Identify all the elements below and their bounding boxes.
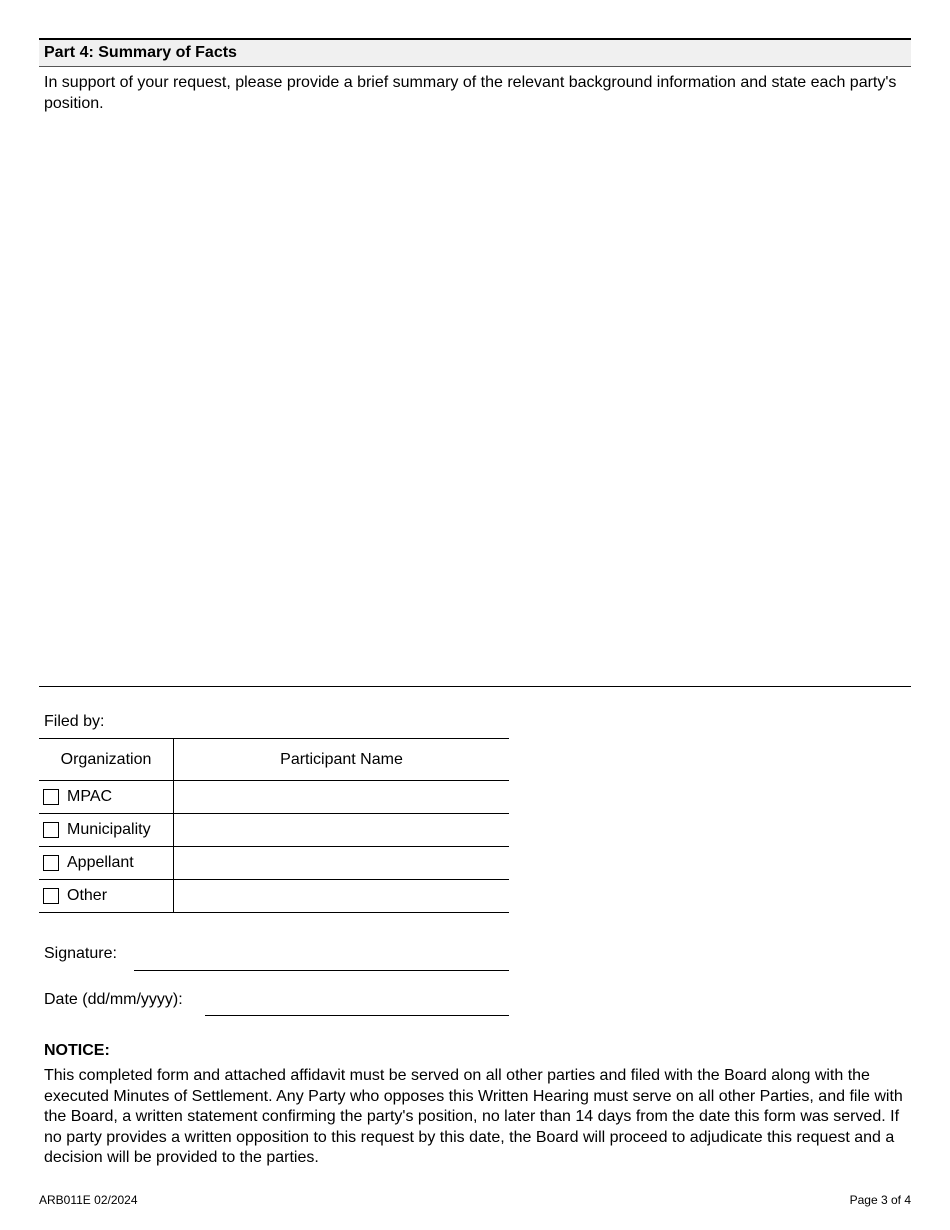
table-row — [39, 847, 509, 880]
other-checkbox[interactable] — [43, 888, 59, 904]
table-row — [39, 880, 509, 913]
table-header-row — [39, 739, 509, 781]
part4-title: Part 4: Summary of Facts — [44, 44, 237, 61]
date-field[interactable] — [205, 1015, 509, 1016]
table-row — [39, 814, 509, 847]
date-label: Date (dd/mm/yyyy): — [44, 991, 183, 1008]
summary-of-facts-field[interactable] — [39, 118, 911, 687]
signature-label: Signature: — [44, 945, 117, 962]
participant-name-column-header: Participant Name — [174, 739, 510, 781]
organization-cell — [39, 814, 174, 847]
other-label: Other — [67, 887, 108, 904]
mpac-checkbox[interactable] — [43, 789, 59, 805]
participant-name-field-appellant[interactable] — [174, 847, 510, 880]
participant-name-field-municipality[interactable] — [174, 814, 510, 847]
organization-cell — [39, 847, 174, 880]
municipality-checkbox[interactable] — [43, 822, 59, 838]
organization-option-mpac — [39, 788, 173, 806]
organization-option-municipality — [39, 821, 173, 839]
organization-option-appellant — [39, 854, 173, 872]
municipality-label: Municipality — [67, 821, 151, 838]
table-row — [39, 781, 509, 814]
organization-cell — [39, 781, 174, 814]
page-number: Page 3 of 4 — [849, 1193, 911, 1207]
appellant-checkbox[interactable] — [43, 855, 59, 871]
part4-instructions: In support of your request, please provide a brief summary of the relevant background information and state each party's position. — [44, 74, 897, 112]
form-code: ARB011E 02/2024 — [39, 1193, 138, 1207]
filed-by-table — [39, 738, 509, 913]
signature-field[interactable] — [134, 970, 509, 971]
filed-by-label: Filed by: — [44, 713, 105, 730]
notice-body: This completed form and attached affidavit must be served on all other parties and filed with the Board along with the executed Minutes of Settlement. Any Party who opposes this Written Hearing must serve on all other Parties, and file with the Board, a written statement confirming the party's position, no later than 14 days from the date this form was served. If no party provides a written opposition to this request by this date, the Board will proceed to adjudicate this request and a decision will be provided to the parties. — [44, 1067, 903, 1166]
part4-header — [39, 38, 911, 67]
participant-name-field-other[interactable] — [174, 880, 510, 913]
organization-cell — [39, 880, 174, 913]
notice-title: NOTICE: — [44, 1042, 110, 1059]
appellant-label: Appellant — [67, 854, 134, 871]
organization-option-other — [39, 887, 173, 905]
organization-column-header: Organization — [39, 739, 174, 781]
mpac-label: MPAC — [67, 788, 113, 805]
participant-name-field-mpac[interactable] — [174, 781, 510, 814]
